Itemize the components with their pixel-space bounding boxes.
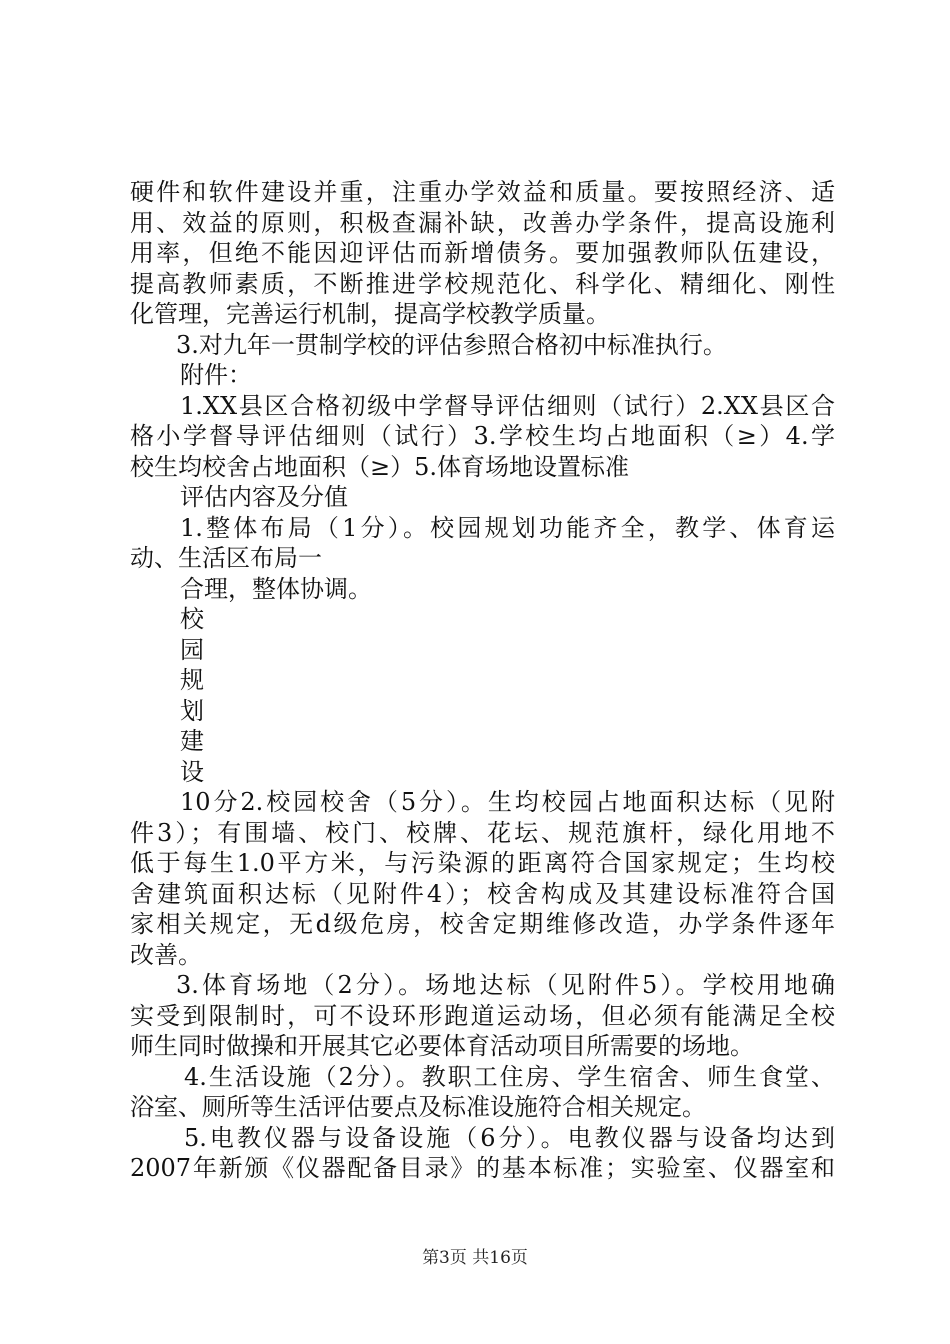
text-line: 校生均校舍占地面积（≥）5.体育场地设置标准 <box>130 452 630 481</box>
text-line: 师生同时做操和开展其它必要体育活动项目所需要的场地。 <box>130 1032 754 1060</box>
text-line: 低于每生1.0平方米，与污染源的距离符合国家规定；生均校 <box>130 849 835 877</box>
text-line: 评估内容及分值 <box>180 483 348 511</box>
vertical-char: 园 <box>180 635 204 664</box>
text-line: 4.生活设施（2分）。教职工住房、学生宿舍、师生食堂、 <box>184 1062 835 1091</box>
document-body <box>130 177 835 1184</box>
vertical-char: 设 <box>180 757 204 786</box>
text-line: 硬件和软件建设并重，注重办学效益和质量。要按照经济、适 <box>130 178 835 206</box>
text-line: 动、生活区布局一 <box>130 544 322 572</box>
text-line: 3.体育场地（2分）。场地达标（见附件5）。学校用地确 <box>176 971 835 999</box>
text-line: 浴室、厕所等生活评估要点及标准设施符合相关规定。 <box>130 1093 706 1121</box>
text-line: 5.电教仪器与设备设施（6分）。电教仪器与设备均达到 <box>184 1123 835 1152</box>
text-line: 格小学督导评估细则（试行）3.学校生均占地面积（≥）4.学 <box>130 422 835 450</box>
vertical-char: 规 <box>180 666 204 694</box>
vertical-char: 划 <box>180 696 204 725</box>
text-line: 实受到限制时，可不设环形跑道运动场，但必须有能满足全校 <box>130 1001 835 1030</box>
text-line: 合理，整体协调。 <box>180 574 372 603</box>
text-line: 件3）；有围墙、校门、校牌、花坛、规范旗杆，绿化用地不 <box>130 818 835 847</box>
text-line: 2007年新颁《仪器配备目录》的基本标准；实验室、仪器室和 <box>130 1154 835 1182</box>
text-line: 改善。 <box>130 940 202 969</box>
text-line: 用、效益的原则，积极查漏补缺，改善办学条件，提高设施利 <box>130 208 835 237</box>
text-line: 附件： <box>180 361 252 389</box>
vertical-char: 建 <box>180 727 204 755</box>
vertical-char: 校 <box>180 605 204 633</box>
text-line: 10分2.校园校舍（5分）。生均校园占地面积达标（见附 <box>180 788 835 816</box>
text-line: 1.XX县区合格初级中学督导评估细则（试行）2.XX县区合 <box>180 391 835 420</box>
text-line: 提高教师素质，不断推进学校规范化、科学化、精细化、刚性 <box>130 269 835 298</box>
text-line: 1.整体布局（1分）。校园规划功能齐全，教学、体育运 <box>180 513 835 542</box>
text-line: 用率，但绝不能因迎评估而新增债务。要加强教师队伍建设， <box>130 239 835 267</box>
text-line: 舍建筑面积达标（见附件4）；校舍构成及其建设标准符合国 <box>130 879 835 908</box>
text-line: 化管理，完善运行机制，提高学校教学质量。 <box>130 300 610 328</box>
text-line: 家相关规定，无d级危房，校舍定期维修改造，办学条件逐年 <box>130 910 835 938</box>
text-line: 3.对九年一贯制学校的评估参照合格初中标准执行。 <box>176 330 727 359</box>
page-footer: 第3页 共16页 <box>422 1248 528 1268</box>
